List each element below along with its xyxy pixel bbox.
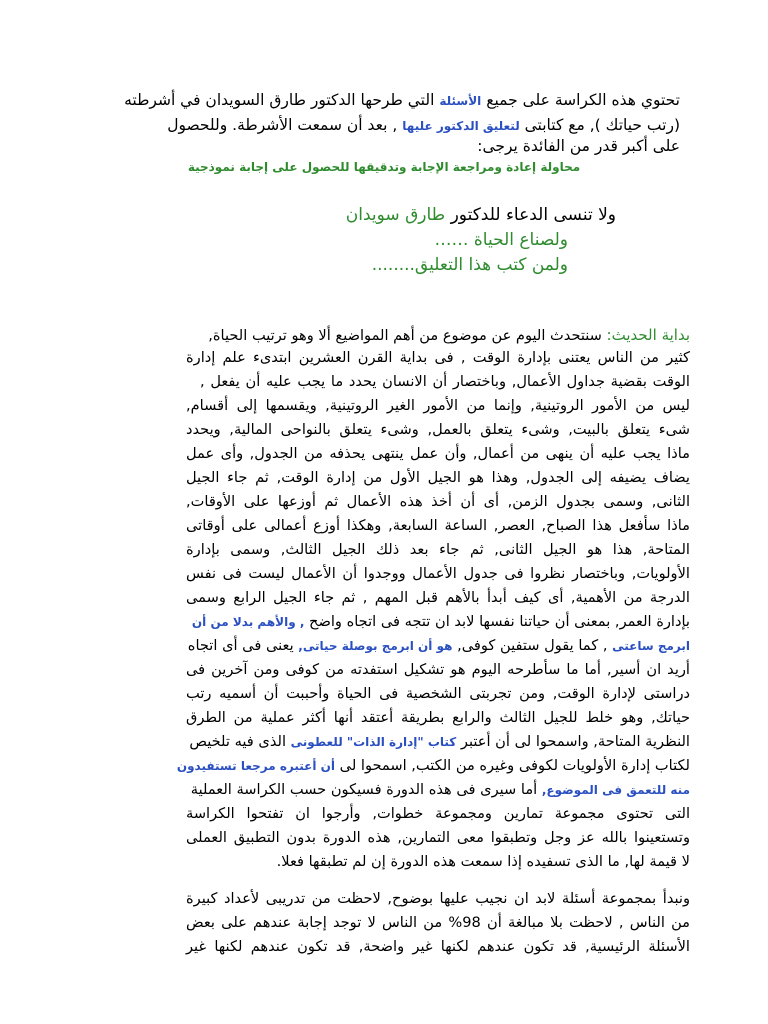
body-text: شىء يتعلق بالبيت, وشىء يتعلق بالعمل, وشىء يتعلق بالنواحى المالية, ويحدد: [186, 421, 690, 438]
highlighted-phrase: أن أعتبره مرجعا تستفيدون: [176, 759, 336, 773]
body-text: , كما يقول ستفين كوفى,: [457, 637, 608, 654]
body-line-16: [186, 685, 690, 702]
body-text: ماذا يجب عليه أن ينهى من أعمال, وأن عمل ينتهى يحذفه من الجدول, وأى عمل: [186, 445, 690, 462]
intro-text: التي طرحها الدكتور طارق السويدان في أشرطته: [124, 91, 435, 109]
body-text: كثير من الناس يعتنى بإدارة الوقت , فى بداية القرن العشرين ابتدىء علم إدارة: [186, 349, 690, 366]
highlighted-phrase: ابرمج ساعتى: [612, 639, 690, 653]
dua-text: ولا تنسى الدعاء للدكتور: [450, 205, 616, 225]
body-text: الدرجة من الأهمية, أى كيف أبدأ بالأهم قبل المهم , ثم جاء الجيل الرابع وسمى: [186, 589, 690, 606]
dua-text: ولصناع الحياة ……: [434, 230, 568, 250]
body-line-17: [186, 709, 690, 726]
body-line-2: [186, 349, 690, 366]
body-text: ماذا سأفعل هذا الصباح, العصر, الساعة السابعة, وهكذا أوزع أعمالى على أوقاتى: [186, 517, 690, 534]
body-text: الوقت بقضية جداول الأعمال, وباختصار أن الانسان يحدد ما يجب عليه أن يفعل ,: [200, 373, 690, 390]
instruction-text: محاولة إعادة ومراجعة الإجابة وتدقيقها للحصول على إجابة نموذجية: [187, 160, 581, 174]
body-line-13: [192, 613, 690, 630]
doctor-name: طارق سويدان: [345, 205, 446, 225]
highlighted-phrase: منه للتعمق فى الموضوع,: [541, 783, 690, 797]
book-title: كتاب "إدارة الذات" للعطونى: [290, 735, 457, 749]
body-line-8: [186, 493, 690, 510]
dua-line-2: [435, 230, 569, 250]
intro-line-1: [124, 90, 680, 112]
body-text: يعنى فى أى اتجاه: [187, 637, 294, 654]
body-line-6: [186, 445, 690, 462]
body-text: دراستى لإدارة الوقت, ومن تجربتى الشخصية فى الحياة وأحببت أن أسميه رتب: [186, 685, 690, 702]
body-line-1: [208, 326, 690, 344]
body-text: وتستعينوا بالله عز وجل وتطبقوا معى التمارين, هذه الدورة بدون التطبيق العملى: [186, 829, 690, 846]
highlighted-term: الأسئلة: [439, 94, 482, 108]
body-text: النظرية المتاحة, واسمحوا لى أن أعتبر: [460, 733, 690, 750]
body-line-14: [188, 637, 690, 654]
body-line-19: [177, 757, 690, 774]
body-line-20: [191, 781, 690, 798]
body-text: ليس من الأمور الروتينية, وإنما من الأمور الغير الروتينية, ويقسمها إلى أقسام,: [186, 397, 690, 414]
body-line-3: [200, 373, 690, 390]
body-text: لا قيمة لها, ما الذى تسفيده إذا سمعت هذه الدورة إن لم تطبقها فعلا.: [276, 853, 690, 870]
body-line-4: [186, 397, 690, 414]
body-text: بإدارة العمر, بمعنى أن حياتنا نفسها لابد ان تتجه فى اتجاه واضح: [309, 613, 690, 630]
body-text: التى تحتوى مجموعة تمارين ومجموعة خطوات, وأرجوا ان تفتحوا الكراسة: [186, 805, 690, 822]
dua-line-3: [372, 255, 568, 275]
highlighted-term: لتعليق الدكتور عليها: [402, 119, 520, 133]
section-label: بداية الحديث:: [606, 326, 690, 344]
intro-line-3: [477, 136, 680, 157]
body-line-21: [186, 805, 690, 822]
body-text: يضاف يضيفه إلى الجدول, وهذا هو الجيل الأول من إدارة الوقت, ثم جاء الجيل: [186, 469, 690, 486]
body-text: أريد ان أسير, أما ما سأطرحه اليوم هو تشكيل استفدته من كوفى ومن آخرين فى: [186, 661, 690, 678]
intro-text: تحتوي هذه الكراسة على جميع: [486, 91, 680, 109]
body-line-26: [186, 938, 690, 955]
intro-text: على أكبر قدر من الفائدة يرجى:: [477, 137, 680, 155]
highlighted-phrase: , والأهم بدلا من أن: [191, 615, 305, 629]
intro-text: (رتب حياتك ), مع كتابتى: [524, 116, 680, 134]
body-text: الأولويات, وباختصار نظروا فى جدول الأعمال ووجدوا أن الأعمال ليست فى نفس: [186, 565, 690, 582]
body-text: من الناس , لاحظت بلا مبالغة أن 98% من الناس لا توجد إجابة عندهم على بعض: [186, 914, 690, 931]
body-line-9: [186, 517, 690, 534]
body-text: المتاحة, هذا هو الجيل الثانى, ثم جاء بعد ذلك الجيل الثالث, وسمى بإدارة: [186, 541, 690, 558]
body-line-23: [277, 853, 690, 870]
body-line-15: [186, 661, 690, 678]
body-line-10: [186, 541, 690, 558]
body-text: سنتحدث اليوم عن موضوع من أهم المواضيع ألا وهو ترتيب الحياة,: [208, 327, 602, 344]
body-text: ونبدأ بمجموعة أسئلة لابد ان نجيب عليها بوضوح, لاحظت من تدريبى لأعداد كبيرة: [186, 890, 690, 907]
body-text: لكتاب إدارة الأولويات لكوفى وغيره من الكتب, اسمحوا لى: [339, 757, 690, 774]
intro-instruction: [0, 160, 768, 174]
body-text: حياتك, وهو خلط للجيل الثالث والرابع بطريقة أعتقد أنها أكثر عملية من الطرق: [186, 709, 690, 726]
highlighted-phrase: هو أن ابرمج بوصلة حياتى,: [298, 639, 453, 653]
body-line-25: [186, 914, 690, 931]
dua-line-1: [346, 205, 616, 225]
intro-text: , بعد أن سمعت الأشرطة. وللحصول: [167, 116, 398, 134]
body-line-24: [186, 890, 690, 907]
body-line-11: [186, 565, 690, 582]
body-line-5: [186, 421, 690, 438]
body-text: الثانى, وسمى بجدول الزمن, أى أن أخذ هذه الأعمال ثم أوزعها على الأوقات,: [186, 493, 690, 510]
dua-text: ولمن كتب هذا التعليق........: [371, 255, 568, 275]
body-line-7: [186, 469, 690, 486]
body-line-18: [189, 733, 690, 750]
body-line-12: [186, 589, 690, 606]
intro-line-2: [167, 115, 680, 137]
body-text: الذى فيه تلخيص: [189, 733, 287, 750]
body-text: الأسئلة الرئيسية, قد تكون عندهم لكنها غير واضحة, قد تكون عندهم لكنها غير: [186, 938, 690, 955]
body-line-22: [186, 829, 690, 846]
body-text: أما سيرى فى هذه الدورة فسيكون حسب الكراسة العملية: [190, 781, 538, 798]
